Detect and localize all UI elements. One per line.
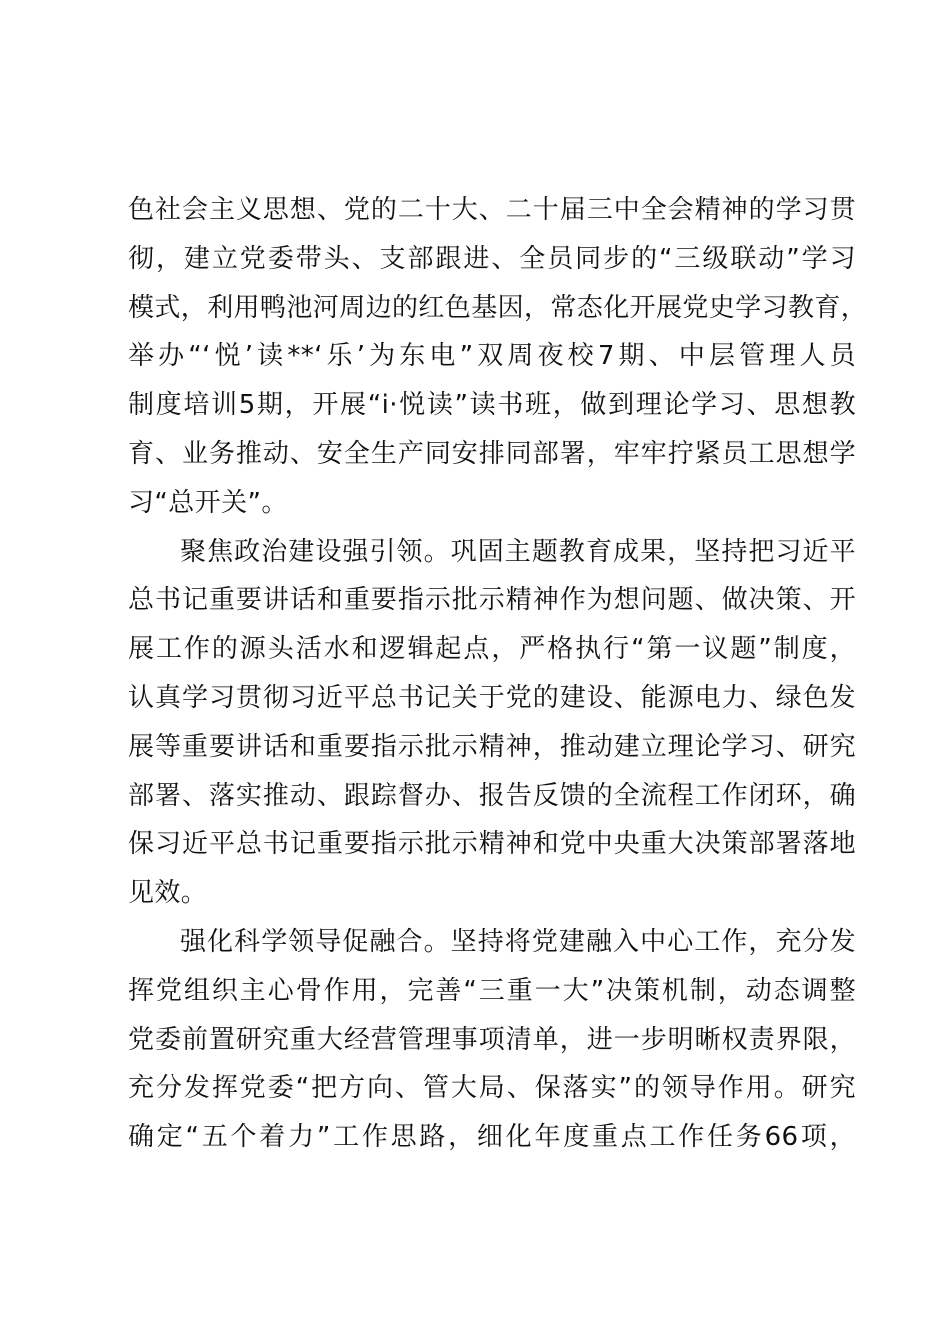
text-line: 模式，利用鸭池河周边的红色基因，常态化开展党史学习教育，: [128, 292, 868, 323]
paragraph-2: [128, 528, 856, 918]
text-line: 展工作的源头活水和逻辑起点，严格执行“第一议题”制度，: [128, 634, 856, 665]
text-line: 保习近平总书记重要指示批示精神和党中央重大决策部署落地: [128, 829, 856, 860]
text-line: 制度培训5期，开展“i·悦读”读书班，做到理论学习、思想教: [128, 390, 856, 421]
text-line: 聚焦政治建设强引领。巩固主题教育成果，坚持把习近平: [180, 536, 856, 567]
text-line: 彻，建立党委带头、支部跟进、全员同步的“三级联动”学习: [128, 243, 856, 274]
text-line: 总书记重要讲话和重要指示批示精神作为想问题、做决策、开: [128, 585, 856, 616]
text-line: 习“总开关”。: [128, 487, 288, 518]
paragraph-3: [128, 918, 856, 1162]
paragraph-1: [128, 186, 868, 528]
text-line: 充分发挥党委“把方向、管大局、保落实”的领导作用。研究: [128, 1073, 856, 1104]
text-line: 确定“五个着力”工作思路，细化年度重点工作任务66项，: [128, 1122, 856, 1153]
text-line: 部署、落实推动、跟踪督办、报告反馈的全流程工作闭环，确: [128, 780, 856, 811]
text-line: 见效。: [128, 878, 208, 909]
text-line: 展等重要讲话和重要指示批示精神，推动建立理论学习、研究: [128, 731, 856, 762]
document-body: [128, 186, 868, 1162]
text-line: 育、业务推动、安全生产同安排同部署，牢牢拧紧员工思想学: [128, 438, 856, 469]
text-line: 挥党组织主心骨作用，完善“三重一大”决策机制，动态调整: [128, 975, 856, 1006]
text-line: 色社会主义思想、党的二十大、二十届三中全会精神的学习贯: [128, 195, 856, 225]
text-line: 强化科学领导促融合。坚持将党建融入中心工作，充分发: [180, 926, 856, 957]
text-line: 举办“‘悦’读**‘乐’为东电”双周夜校7期、中层管理人员: [128, 341, 856, 372]
text-line: 认真学习贯彻习近平总书记关于党的建设、能源电力、绿色发: [128, 682, 856, 713]
text-line: 党委前置研究重大经营管理事项清单，进一步明晰权责界限，: [128, 1024, 856, 1055]
